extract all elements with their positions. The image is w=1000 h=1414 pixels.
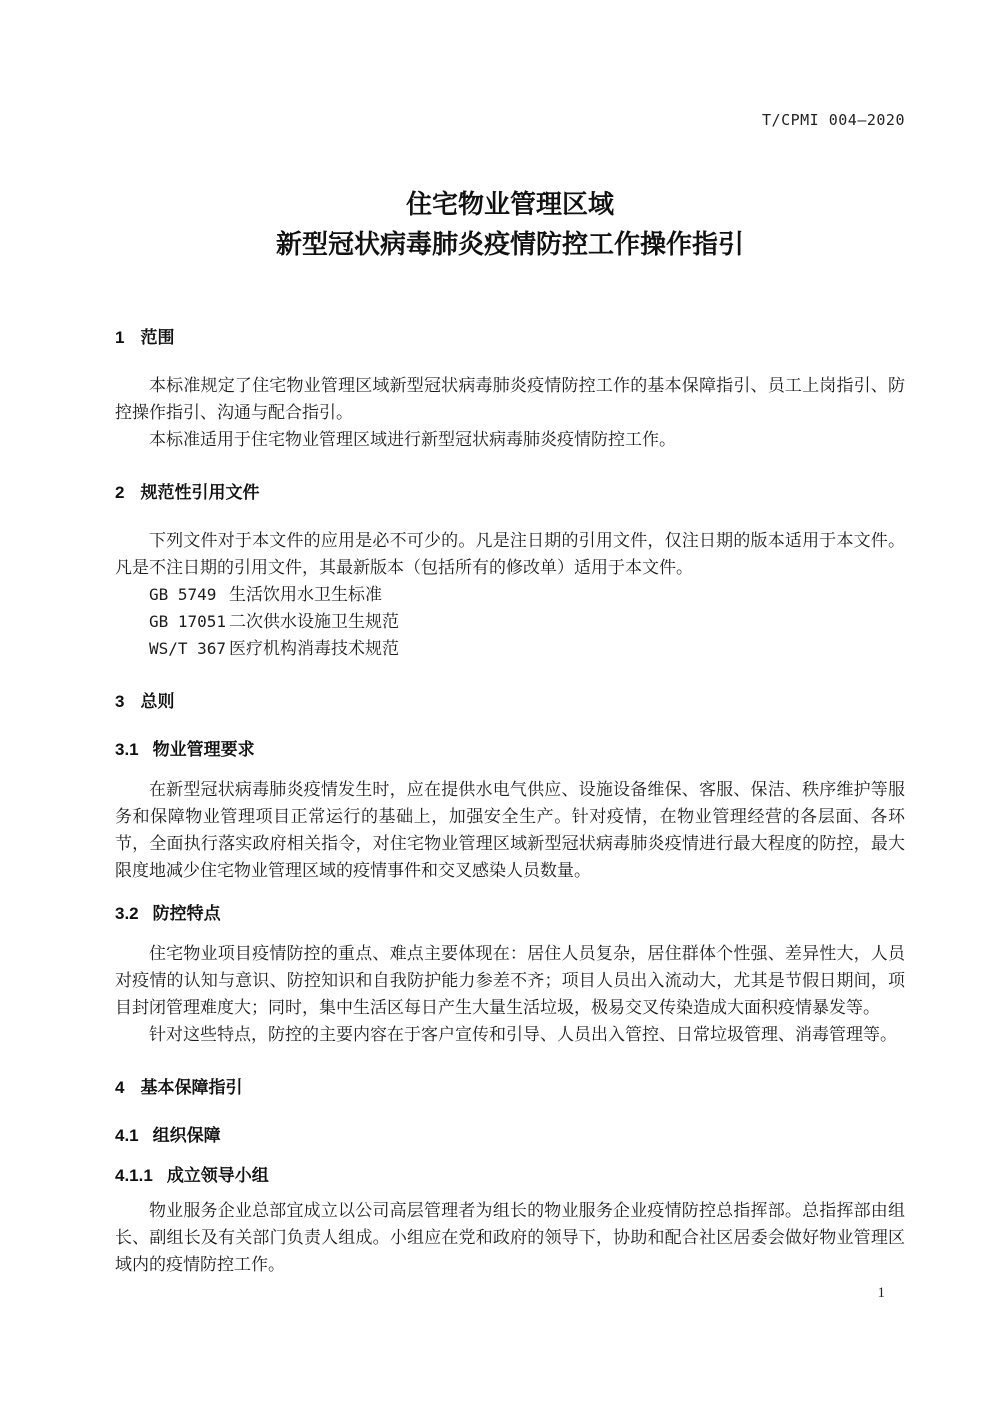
reference-item bbox=[115, 608, 905, 635]
paragraph: 下列文件对于本文件的应用是必不可少的。凡是注日期的引用文件，仅注日期的版本适用于本文件。凡是不注日期的引用文件，其最新版本（包括所有的修改单）适用于本文件。 bbox=[115, 531, 905, 577]
section-number: 4.1 bbox=[115, 1126, 139, 1145]
reference-code: GB 17051 bbox=[149, 612, 227, 631]
paragraph: 本标准规定了住宅物业管理区域新型冠状病毒肺炎疫情防控工作的基本保障指引、员工上岗指引、防控操作指引、沟通与配合指引。 bbox=[115, 376, 905, 422]
paragraph: 在新型冠状病毒肺炎疫情发生时，应在提供水电气供应、设施设备维保、客服、保洁、秩序维护等服务和保障物业管理项目正常运行的基础上，加强安全生产。针对疫情，在物业管理经营的各层面、各环节，全面执行落实政府相关指令，对住宅物业管理区域新型冠状病毒肺炎疫情进行最大程度的防控，最大限度地减少住宅物业管理区域的疫情事件和交叉感染人员数量。 bbox=[115, 780, 905, 880]
reference-name: 医疗机构消毒技术规范 bbox=[229, 639, 399, 658]
section-number: 4.1.1 bbox=[115, 1166, 153, 1185]
section-number: 3.2 bbox=[115, 904, 139, 923]
reference-code: GB 5749 bbox=[149, 585, 217, 604]
page-number: 1 bbox=[877, 1285, 885, 1301]
reference-name: 二次供水设施卫生规范 bbox=[229, 612, 399, 631]
paragraph: 物业服务企业总部宜成立以公司高层管理者为组长的物业服务企业疫情防控总指挥部。总指挥部由组长、副组长及有关部门负责人组成。小组应在党和政府的领导下，协助和配合社区居委会做好物业管理区域内的疫情防控工作。 bbox=[115, 1201, 905, 1274]
section-heading-2 bbox=[115, 479, 905, 506]
section-number: 3.1 bbox=[115, 740, 139, 759]
reference-code: WS/T 367 bbox=[149, 639, 227, 658]
document-title-line2: 新型冠状病毒肺炎疫情防控工作操作指引 bbox=[275, 229, 744, 259]
section-number: 3 bbox=[115, 692, 125, 711]
section-title: 物业管理要求 bbox=[152, 740, 255, 759]
section-heading-3 bbox=[115, 688, 905, 715]
section-heading-4-1-1 bbox=[115, 1162, 905, 1189]
section-heading-4 bbox=[115, 1074, 905, 1101]
reference-name: 生活饮用水卫生标准 bbox=[229, 585, 382, 604]
section-title: 基本保障指引 bbox=[140, 1078, 243, 1097]
section-heading-3-1 bbox=[115, 736, 905, 763]
section-number: 1 bbox=[115, 328, 125, 347]
document-title bbox=[115, 184, 905, 264]
section-number: 4 bbox=[115, 1078, 125, 1097]
section-heading-1 bbox=[115, 324, 905, 351]
section-heading-3-2 bbox=[115, 900, 905, 927]
paragraph: 本标准适用于住宅物业管理区域进行新型冠状病毒肺炎疫情防控工作。 bbox=[149, 430, 676, 449]
doc-number: T/CPMI 004—2020 bbox=[762, 111, 905, 129]
reference-item bbox=[115, 635, 905, 662]
document-title-line1: 住宅物业管理区域 bbox=[405, 189, 614, 219]
section-heading-4-1 bbox=[115, 1122, 905, 1149]
paragraph: 住宅物业项目疫情防控的重点、难点主要体现在：居住人员复杂，居住群体个性强、差异性大，人员对疫情的认知与意识、防控知识和自我防护能力参差不齐；项目人员出入流动大，尤其是节假日期间，项目封闭管理难度大；同时，集中生活区每日产生大量生活垃圾，极易交叉传染造成大面积疫情暴发等。 bbox=[115, 944, 905, 1017]
section-title: 防控特点 bbox=[152, 904, 221, 923]
section-title: 成立领导小组 bbox=[166, 1166, 269, 1185]
section-title: 组织保障 bbox=[152, 1126, 221, 1145]
section-title: 规范性引用文件 bbox=[140, 483, 260, 502]
section-title: 总则 bbox=[140, 692, 175, 711]
paragraph: 针对这些特点，防控的主要内容在于客户宣传和引导、人员出入管控、日常垃圾管理、消毒管理等。 bbox=[149, 1025, 897, 1044]
section-title: 范围 bbox=[140, 328, 175, 347]
reference-item bbox=[115, 581, 905, 608]
section-number: 2 bbox=[115, 483, 125, 502]
